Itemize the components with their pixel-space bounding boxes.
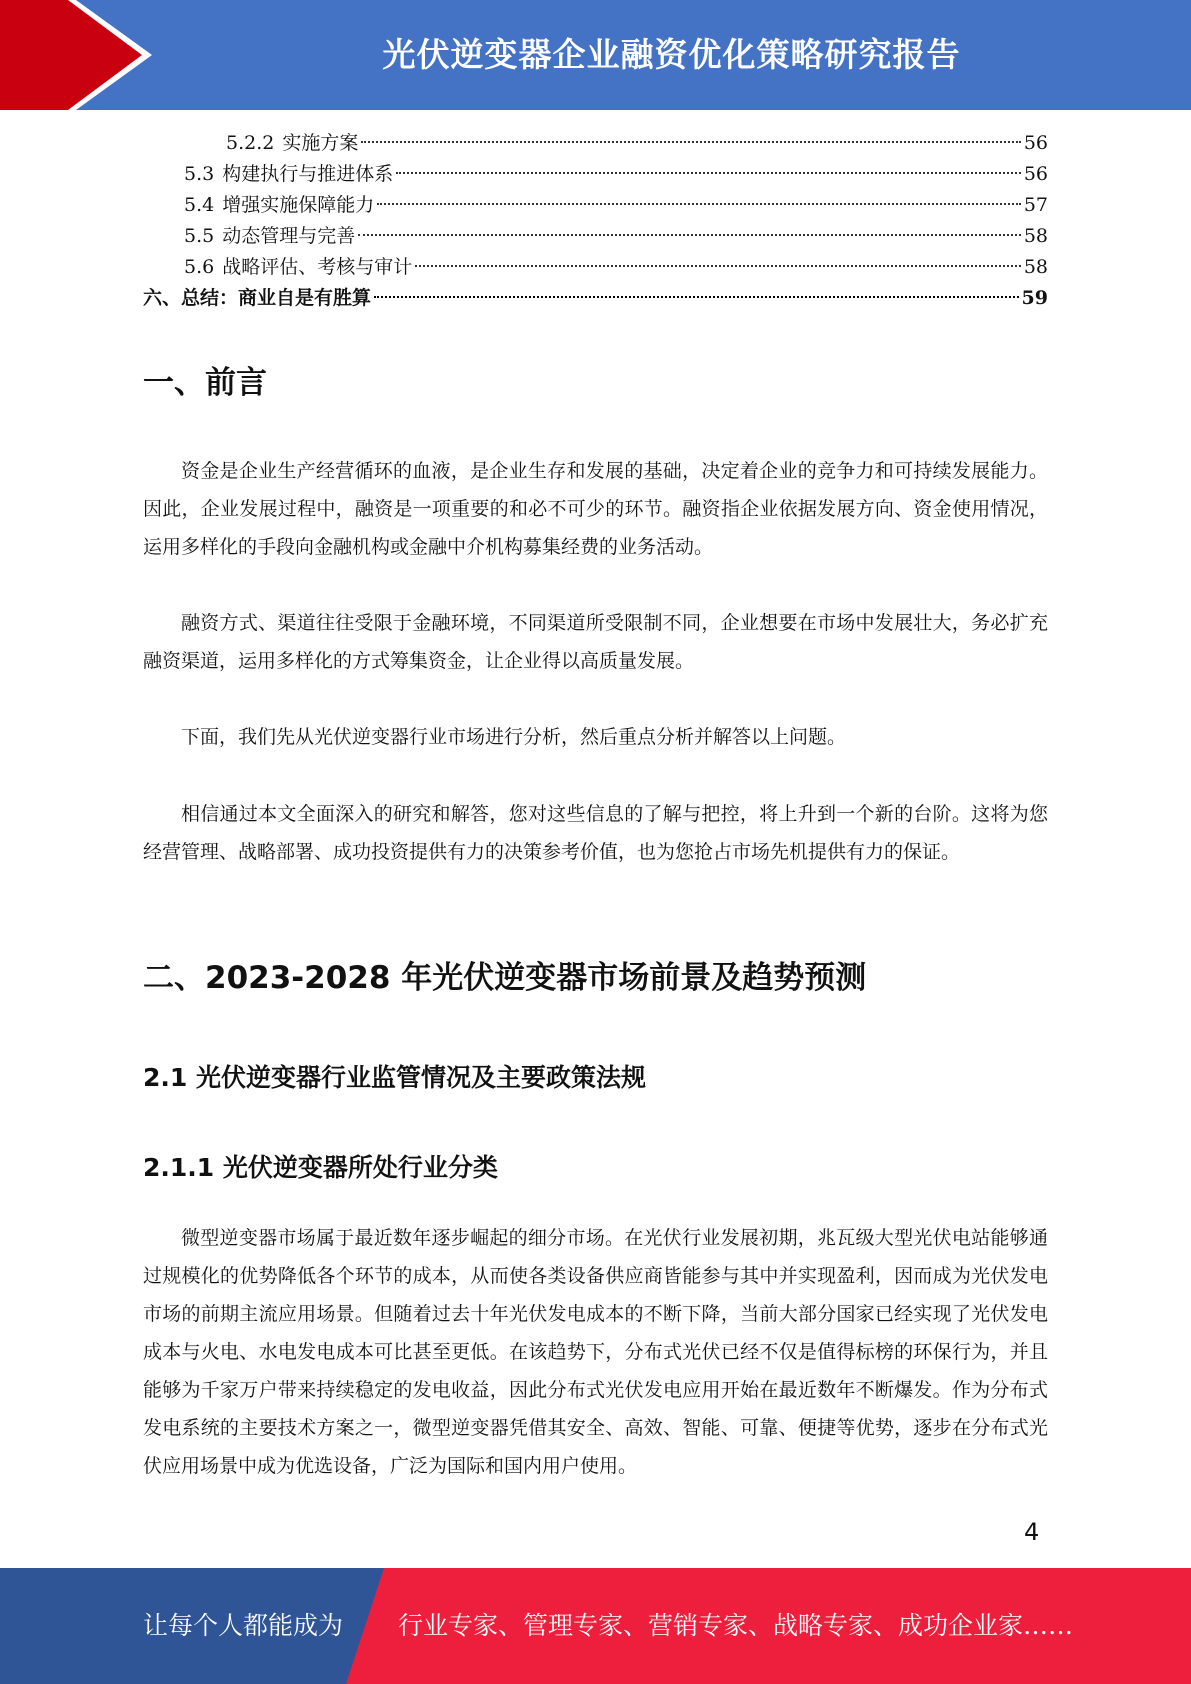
subsection-heading-regulation: 2.1 光伏逆变器行业监管情况及主要政策法规 [143, 1063, 646, 1092]
body-paragraph: 融资方式、渠道往往受限于金融环境，不同渠道所受限制不同，企业想要在市场中发展壮大，务必扩充融资渠道，运用多样化的方式筹集资金，让企业得以高质量发展。 [143, 612, 1048, 672]
toc-leader-dots [396, 172, 1021, 174]
footer-slogan-left: 让每个人都能成为 [143, 1611, 344, 1640]
table-of-contents [143, 128, 1048, 314]
toc-entry[interactable] [143, 190, 1048, 221]
toc-entry-number: 5.6 [184, 256, 215, 278]
toc-entry[interactable] [143, 159, 1048, 190]
footer-slogan-right: 行业专家、管理专家、营销专家、战略专家、成功企业家…… [398, 1611, 1074, 1640]
toc-entry-page: 58 [1023, 256, 1048, 278]
report-title: 光伏逆变器企业融资优化策略研究报告 [382, 35, 961, 74]
toc-entry-text: 实施方案 [282, 132, 359, 154]
toc-entry-number: 5.5 [184, 225, 215, 247]
body-paragraph: 相信通过本文全面深入的研究和解答，您对这些信息的了解与把控，将上升到一个新的台阶。这将为您经营管理、战略部署、成功投资提供有力的决策参考价值，也为您抢占市场先机提供有力的保证。 [143, 803, 1048, 863]
toc-entry-number: 5.4 [184, 194, 215, 216]
toc-entry[interactable] [143, 221, 1048, 252]
toc-leader-dots [415, 265, 1021, 267]
toc-entry-text: 动态管理与完善 [222, 225, 356, 247]
toc-entry[interactable] [143, 252, 1048, 283]
toc-entry-page: 56 [1023, 163, 1048, 185]
body-paragraph: 下面，我们先从光伏逆变器行业市场进行分析，然后重点分析并解答以上问题。 [181, 726, 847, 748]
toc-entry[interactable] [143, 128, 1048, 159]
body-paragraph: 微型逆变器市场属于最近数年逐步崛起的细分市场。在光伏行业发展初期，兆瓦级大型光伏电站能够通过规模化的优势降低各个环节的成本，从而使各类设备供应商皆能参与其中并实现盈利，因而成为光伏发电市场的前期主流应用场景。但随着过去十年光伏发电成本的不断下降，当前大部分国家已经实现了光伏发电成本与火电、水电发电成本可比甚至更低。在该趋势下，分布式光伏已经不仅是值得标榜的环保行为，并且能够为千家万户带来持续稳定的发电收益，因此分布式光伏发电应用开始在最近数年不断爆发。作为分布式发电系统的主要技术方案之一，微型逆变器凭借其安全、高效、智能、可靠、便捷等优势，逐步在分布式光伏应用场景中成为优选设备，广泛为国际和国内用户使用。 [143, 1227, 1048, 1477]
header-chevron-icon [0, 0, 142, 110]
body-paragraph: 资金是企业生产经营循环的血液，是企业生存和发展的基础，决定着企业的竞争力和可持续发展能力。因此，企业发展过程中，融资是一项重要的和必不可少的环节。融资指企业依据发展方向、资金使用情况，运用多样化的手段向金融机构或金融中介机构募集经费的业务活动。 [143, 460, 1048, 558]
toc-entry-number: 5.3 [184, 163, 215, 185]
toc-leader-dots [358, 234, 1021, 236]
toc-entry-text: 构建执行与推进体系 [222, 163, 394, 185]
page-header [0, 0, 1191, 110]
toc-leader-dots [374, 296, 1019, 298]
toc-leader-dots [377, 203, 1021, 205]
page-number: 4 [1024, 1518, 1040, 1546]
section-heading-market-outlook: 二、2023-2028 年光伏逆变器市场前景及趋势预测 [143, 960, 867, 996]
toc-entry-number: 5.2.2 [226, 132, 275, 154]
section-heading-preface: 一、前言 [143, 365, 267, 401]
toc-leader-dots [361, 141, 1020, 143]
toc-entry-page: 57 [1023, 194, 1048, 216]
toc-entry-text: 战略评估、考核与审计 [222, 256, 413, 278]
toc-entry-page: 58 [1023, 225, 1048, 247]
page-footer [0, 1568, 1191, 1684]
toc-entry-text: 增强实施保障能力 [222, 194, 375, 216]
toc-entry[interactable] [143, 283, 1048, 314]
subsection-heading-classification: 2.1.1 光伏逆变器所处行业分类 [143, 1153, 498, 1182]
toc-entry-page: 59 [1021, 287, 1048, 309]
toc-entry-text: 六、总结：商业自是有胜算 [143, 287, 372, 309]
toc-entry-page: 56 [1023, 132, 1048, 154]
